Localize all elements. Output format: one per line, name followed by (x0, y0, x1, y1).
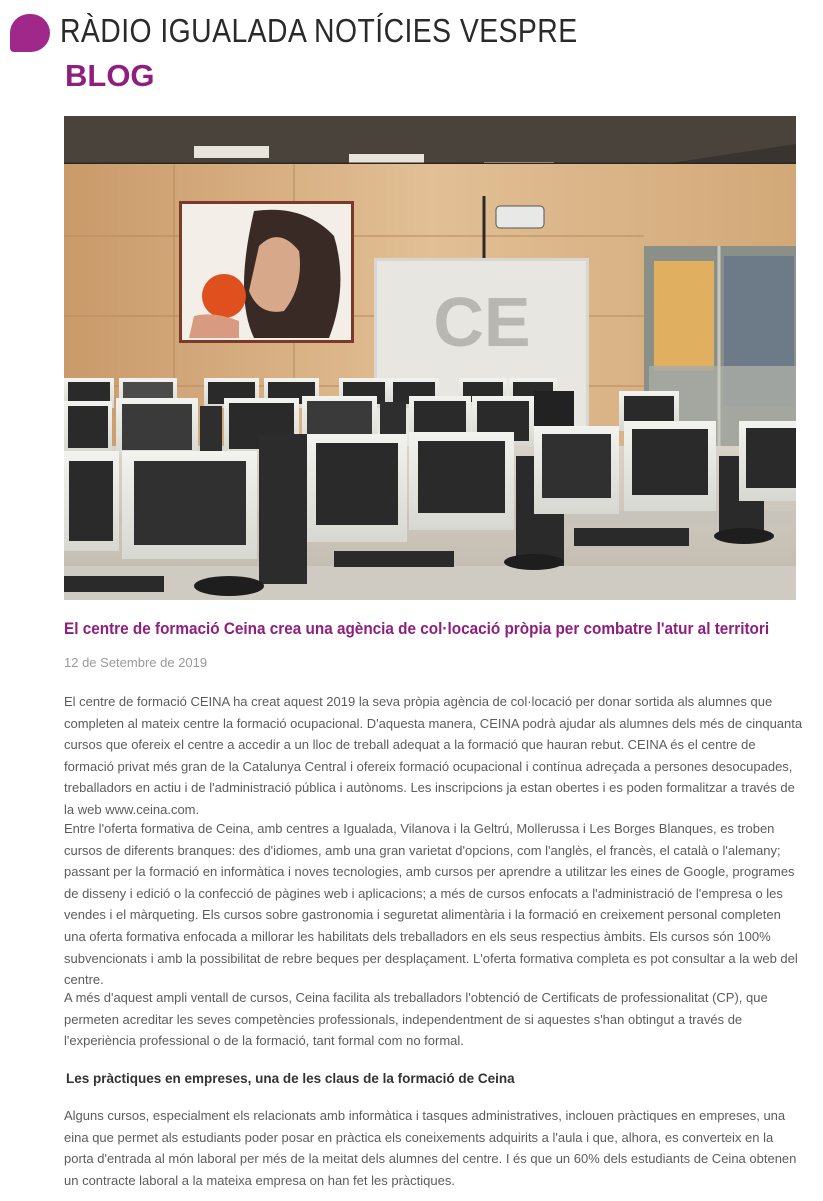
article-date: 12 de Setembre de 2019 (64, 655, 208, 670)
article-subheading: Les pràctiques en empreses, una de les claus de la formació de Ceina (66, 1071, 515, 1086)
site-title[interactable]: RÀDIO IGUALADA NOTÍCIES VESPRE (60, 12, 578, 49)
article-paragraph: Entre l'oferta formativa de Ceina, amb centres a Igualada, Vilanova i la Geltrú, Mollerussa i Les Borges Blanques, es troben cursos de diferents branques: des d'idiomes, amb una gran varietat d'opcions, com l'anglès, el francès, el català o l'alemany; passant per la formació en informàtica i noves tecnologies, amb cursos per aprendre a utilitzar les eines de Google, programes de disseny i edició o la confecció de pàgines web i aplicacions; a més de cursos enfocats a l'administració de l'empresa o les vendes i el màrqueting. Els cursos sobre gastronomia i seguretat alimentària i la formació en creixement personal completen una oferta formativa enfocada a millorar les habilitats dels treballadors en els seus respectius àmbits. Els cursos són 100% subvencionats i amb la possibilitat de rebre beques per desplaçament. L'oferta formativa completa es pot consultar a la web del centre. (64, 821, 798, 988)
keyboard (64, 576, 164, 592)
keyboard (334, 551, 454, 567)
classroom-photo (64, 116, 796, 600)
ceina-logo: CE (433, 283, 531, 361)
article-paragraph: Alguns cursos, especialment els relacionats amb informàtica i tasques administratives, inclouen pràctiques en empreses, una eina que permet als estudiants poder posar en pràctica els coneixements adquirits a l'aula i que, alhora, es converteix en la porta d'entrada al món laboral per més de la meitat dels alumnes del centre. I és que un 60% dels estudiants de Ceina obtenen un contracte laboral a la mateixa empresa on han fet les pràctiques. (64, 1108, 797, 1188)
projector (496, 206, 544, 228)
ceiling-light (194, 146, 269, 158)
site-header (0, 0, 823, 110)
section-label[interactable]: BLOG (65, 58, 155, 93)
article-paragraph: A més d'aquest ampli ventall de cursos, Ceina facilita als treballadors l'obtenció de Certificats de professionalitat (CP), que permeten acreditar les seves competències professionals, independentment de si aquestes s'han obtingut a través de l'experiència professional o de la formació, tant formal com no formal. (64, 990, 768, 1049)
site-logo-icon[interactable] (10, 14, 50, 52)
article-title[interactable]: El centre de formació Ceina crea una agència de col·locació pròpia per combatre l'atur al territori (64, 619, 770, 638)
keyboard (574, 528, 689, 546)
pc-tower (259, 434, 307, 584)
article-paragraph: El centre de formació CEINA ha creat aquest 2019 la seva pròpia agència de col·locació per donar sortida als alumnes que completen al mateix centre la formació ocupacional. D'aquesta manera, CEINA podrà ajudar als alumnes dels més de cinquanta cursos que ofereix el centre a accedir a un lloc de treball adequat a la formació que hauran rebut. CEINA és el centre de formació privat més gran de la Catalunya Central i ofereix formació ocupacional i contínua adreçada a persones desocupades, treballadors en actiu i de l'administració pública i autònoms. Les inscripcions ja estan obertes i es poden formalitzar a través de la web www.ceina.com. (64, 694, 803, 817)
article-photo (64, 116, 796, 600)
